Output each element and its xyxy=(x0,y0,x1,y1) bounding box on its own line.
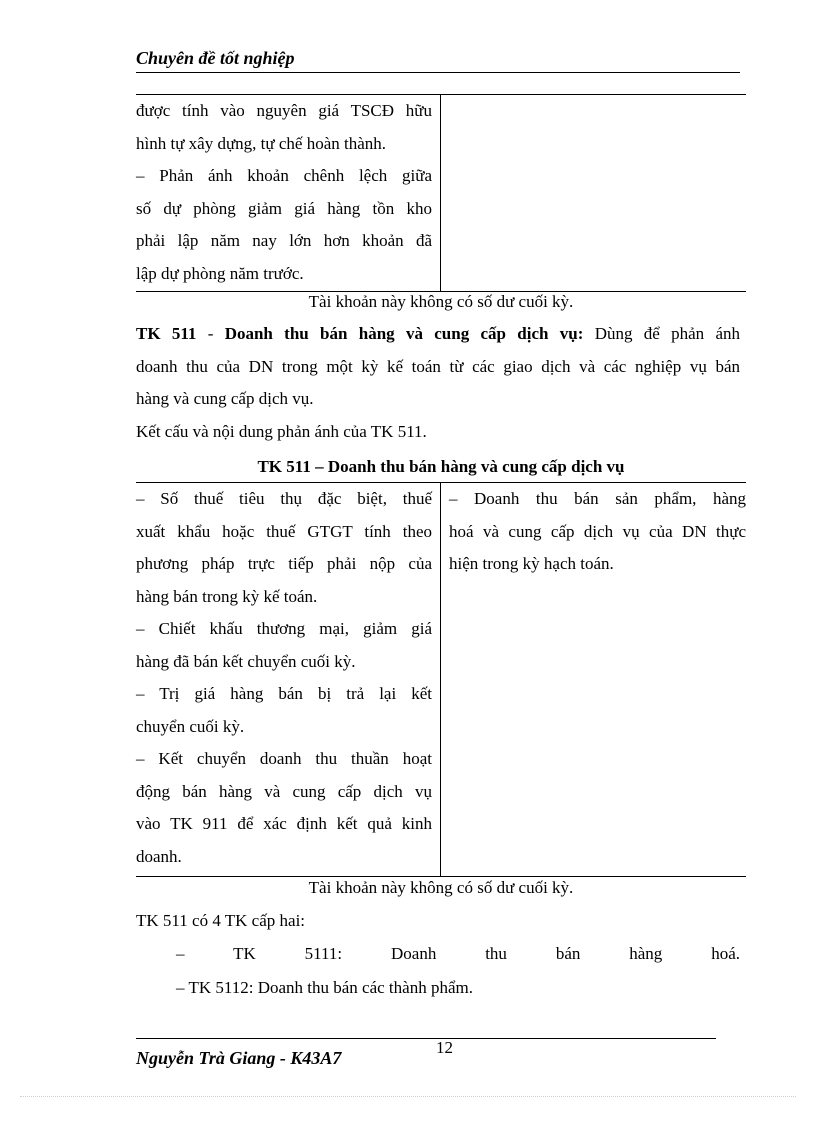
ledger-line: hình tự xây dựng, tự chế hoàn thành. xyxy=(136,133,387,153)
ledger-line: doanh. xyxy=(136,846,182,866)
balance-note: Tài khoản này không có số dư cuối kỳ. xyxy=(308,878,574,897)
ledger-line: số dự phòng giảm giá hàng tồn kho xyxy=(136,198,432,218)
ledger-line: động bán hàng và cung cấp dịch vụ xyxy=(136,781,432,801)
ledger-line: – Chiết khấu thương mại, giảm giá xyxy=(136,619,432,638)
ledger-line: lập dự phòng năm trước. xyxy=(136,263,304,283)
ledger-line: phương pháp trực tiếp phải nộp của xyxy=(136,554,432,573)
footer-author: Nguyễn Trà Giang - K43A7 xyxy=(136,1048,342,1068)
ledger-line: chuyển cuối kỳ. xyxy=(136,716,245,736)
ledger-line: – Trị giá hàng bán bị trả lại kết xyxy=(136,684,432,703)
header-title: Chuyên đề tốt nghiệp xyxy=(136,48,295,68)
ledger-line: hoá và cung cấp dịch vụ của DN thực xyxy=(449,521,746,541)
ledger-line: – Doanh thu bán sản phẩm, hàng xyxy=(449,489,746,508)
paragraph-text: Dùng để phản ánh xyxy=(583,324,740,343)
ledger-line: vào TK 911 để xác định kết quả kinh xyxy=(136,814,432,833)
account-title: Doanh thu bán hàng và cung cấp dịch vụ: xyxy=(224,324,584,343)
ledger-line: hàng đã bán kết chuyển cuối kỳ. xyxy=(136,651,356,671)
page-edge-rule xyxy=(20,1096,796,1097)
separator: - xyxy=(196,324,225,343)
ledger-line: phải lập năm nay lớn hơn khoản đã xyxy=(136,231,432,250)
sub-accounts-intro: TK 511 có 4 TK cấp hai: xyxy=(136,911,306,930)
table-title: TK 511 – Doanh thu bán hàng và cung cấp dịch vụ xyxy=(257,457,625,476)
ledger-table-continued xyxy=(136,94,746,292)
paragraph-line: hàng và cung cấp dịch vụ. xyxy=(136,389,314,408)
balance-note: Tài khoản này không có số dư cuối kỳ. xyxy=(308,292,574,311)
page-header xyxy=(136,48,740,73)
debit-column xyxy=(136,95,441,291)
ledger-line: – Phản ánh khoản chênh lệch giữa xyxy=(136,166,432,185)
paragraph-line xyxy=(136,320,740,348)
ledger-table-tk511 xyxy=(136,482,746,877)
page-number: 12 xyxy=(436,1038,453,1057)
account-code: TK 511 xyxy=(136,324,197,343)
paragraph-line: Kết cấu và nội dung phản ánh của TK 511. xyxy=(136,422,427,441)
ledger-line: – Số thuế tiêu thụ đặc biệt, thuế xyxy=(136,489,432,508)
ledger-line: hàng bán trong kỳ kế toán. xyxy=(136,586,318,606)
footer-rule xyxy=(136,1038,716,1039)
ledger-line: xuất khẩu hoặc thuế GTGT tính theo xyxy=(136,521,432,541)
credit-column xyxy=(441,95,746,291)
credit-column xyxy=(441,483,746,876)
sub-account-item: – TK 5111: Doanh thu bán hàng hoá. xyxy=(176,944,740,963)
ledger-line: được tính vào nguyên giá TSCĐ hữu xyxy=(136,101,432,120)
debit-column xyxy=(136,483,441,876)
paragraph-line: doanh thu của DN trong một kỳ kế toán từ các giao dịch và các nghiệp vụ bán xyxy=(136,357,740,376)
ledger-line: hiện trong kỳ hạch toán. xyxy=(449,554,614,573)
sub-account-item: – TK 5112: Doanh thu bán các thành phẩm. xyxy=(176,978,473,997)
ledger-line: – Kết chuyển doanh thu thuần hoạt xyxy=(136,749,432,768)
